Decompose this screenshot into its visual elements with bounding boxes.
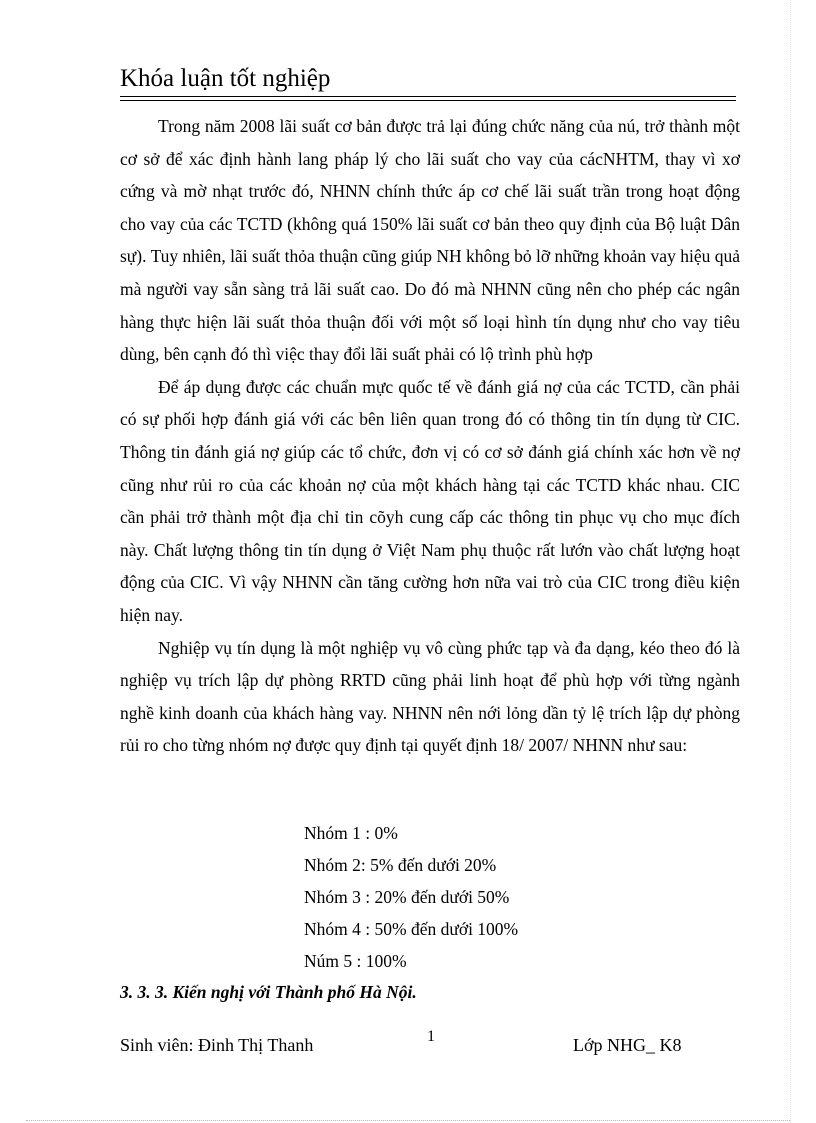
page-bottom-border [26, 1120, 790, 1121]
header-rule [120, 96, 736, 101]
section-heading: 3. 3. 3. Kiến nghị với Thành phố Hà Nội. [120, 982, 417, 1002]
page-right-border [790, 0, 791, 1123]
body-text [120, 110, 740, 762]
list-item: Nhóm 3 : 20% đến dưới 50% [304, 887, 510, 907]
list-item: Núm 5 : 100% [304, 951, 407, 971]
list-item: Nhóm 1 : 0% [304, 823, 398, 843]
paragraph-debt-assessment: Để áp dụng được các chuẩn mực quốc tế về đánh giá nợ của các TCTD, cần phải có sự phối hợp đánh giá với các bên liên quan trong đó có thông tin tín dụng từ CIC. Thông tin đánh giá nợ giúp các tổ chức, đơn vị có cơ sở đánh giá chính xác hơn về nợ cũng như rủi ro của các khoản nợ của một khách hàng tại các TCTD khác nhau. CIC cần phải trở thành một địa chỉ tin cõyh cung cấp các thông tin phục vụ cho mục đích này. Chất lượng thông tin tín dụng ở Việt Nam phụ thuộc rất lướn vào chất lượng hoạt động của CIC. Vì vậy NHNN cần tăng cường hơn nữa vai trò của CIC trong điều kiện hiện nay. [120, 376, 740, 625]
debt-group-list [304, 817, 518, 977]
footer-class: Lớp NHG_ K8 [573, 1035, 682, 1055]
page-number: 1 [427, 1028, 435, 1045]
paragraph-interest-rate: Trong năm 2008 lãi suất cơ bản được trả lại đúng chức năng của nú, trở thành một cơ sở để xác định hành lang pháp lý cho lãi suất cho vay của cácNHTM, thay vì xơ cứng và mờ nhạt trước đó, NHNN chính thức áp cơ chế lãi suất trần trong hoạt động cho vay của các TCTD (không quá 150% lãi suất cơ bản theo quy định của Bộ luật Dân sự). Tuy nhiên, lãi suất thỏa thuận cũng giúp NH không bỏ lỡ những khoản vay hiệu quả mà người vay sẵn sàng trả lãi suất cao. Do đó mà NHNN cũng nên cho phép các ngân hàng thực hiện lãi suất thỏa thuận đối với một số loại hình tín dụng như cho vay tiêu dùng, bên cạnh đó thì việc thay đổi lãi suất phải có lộ trình phù hợp [120, 116, 740, 365]
footer-student: Sinh viên: Đinh Thị Thanh [120, 1035, 314, 1055]
list-item: Nhóm 2: 5% đến dưới 20% [304, 855, 497, 875]
header-title: Khóa luận tốt nghiệp [120, 65, 331, 92]
page-header [120, 62, 736, 101]
list-item: Nhóm 4 : 50% đến dưới 100% [304, 919, 519, 939]
paragraph-provisioning: Nghiệp vụ tín dụng là một nghiệp vụ vô cùng phức tạp và đa dạng, kéo theo đó là nghiệp vụ trích lập dự phòng RRTD cũng phải linh hoạt để phù hợp với từng ngành nghề kinh doanh của khách hàng vay. NHNN nên nới lỏng dần tỷ lệ trích lập dự phòng rủi ro cho từng nhóm nợ được quy định tại quyết định 18/ 2007/ NHNN như sau: [120, 637, 740, 756]
